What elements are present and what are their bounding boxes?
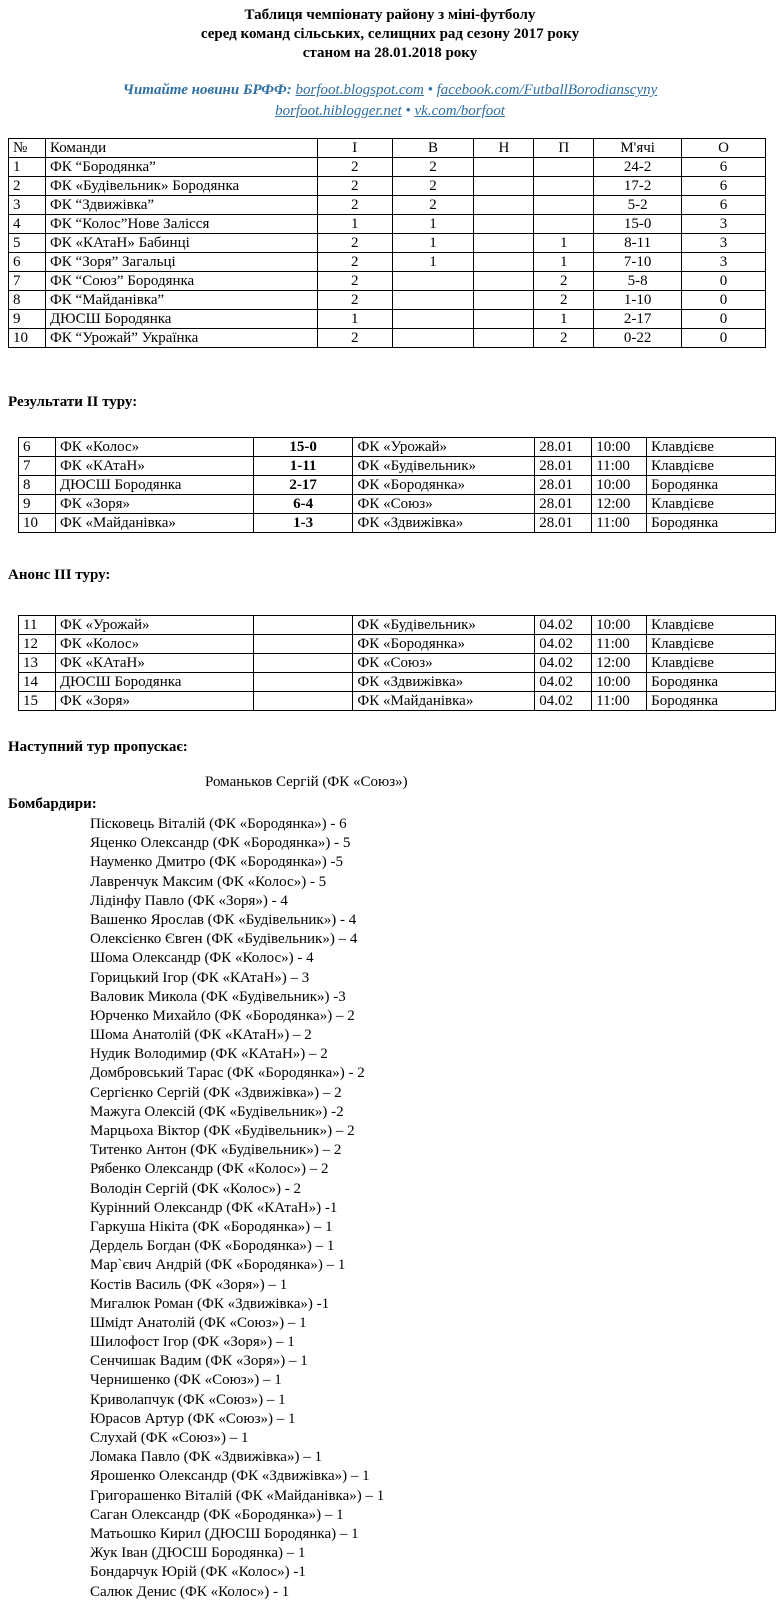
standings-row [9,215,766,234]
table-cell: 4 [9,215,46,234]
table-cell: 1 [392,215,474,234]
scorer-item: Криволапчук (ФК «Союз») – 1 [90,1391,286,1408]
table-cell: 1 [534,253,594,272]
scorer-item: Володін Сергій (ФК «Колос») - 2 [90,1180,302,1197]
news-label: Читайте новини БРФФ: [122,82,292,98]
table-cell: 28.01 [535,495,592,514]
table-cell: 10 [9,329,46,348]
table-cell: 2 [534,291,594,310]
table-cell: ФК “Майданівка” [45,291,317,310]
title-line-2: серед команд сільських, селищних рад сезону 2017 року [200,26,580,42]
scorer-item: Курінний Олександр (ФК «КАтаН») -1 [90,1199,338,1216]
table-cell [474,215,534,234]
scorer-item: Саган Олександр (ФК «Бородянка») – 1 [90,1506,344,1523]
table-cell: 2 [317,177,392,196]
scorer-item: Юрченко Михайло (ФК «Бородянка») – 2 [90,1007,355,1024]
table-cell: ФК «Союз» [353,495,535,514]
table-cell [534,215,594,234]
table-cell: Клавдієве [647,654,776,673]
scorer-item: Пісковець Віталій (ФК «Бородянка») - 6 [90,816,347,832]
table-cell: Бородянка [647,514,776,533]
table-cell: Клавдієве [647,457,776,476]
table-cell: ФК «КАтаН» [55,654,253,673]
table-cell [474,158,534,177]
result-row [19,457,776,476]
table-cell: 1 [392,234,474,253]
table-cell: 24-2 [594,158,682,177]
table-cell: 0 [682,329,766,348]
scorer-item: Олексієнко Євген (ФК «Будівельник») – 4 [90,931,358,948]
scorer-item: Костів Василь (ФК «Зоря») – 1 [90,1276,288,1293]
table-cell: 15-0 [594,215,682,234]
table-cell [392,329,474,348]
table-cell: 9 [9,310,46,329]
table-cell: 2 [534,329,594,348]
table-cell: 2 [392,177,474,196]
table-cell: Клавдієве [647,635,776,654]
table-cell [253,635,353,654]
table-cell: 10:00 [592,616,647,635]
table-cell: 2 [317,329,392,348]
scorer-item: Ярошенко Олександр (ФК «Здвижівка») – 1 [90,1468,370,1485]
scorer-item: Слухай (ФК «Союз») – 1 [90,1430,249,1446]
table-cell: 2 [317,234,392,253]
news-links [0,80,780,122]
table-cell: 0 [682,272,766,291]
table-cell: 10:00 [592,673,647,692]
table-cell: ДЮСШ Бородянка [45,310,317,329]
table-cell: 3 [682,253,766,272]
table-cell: 1 [317,215,392,234]
table-cell: ФК «Урожай» [353,438,535,457]
table-cell: 10:00 [592,438,647,457]
table-cell: ФК «Зоря» [55,692,253,711]
table-cell: 2 [534,272,594,291]
table-cell: Бородянка [647,673,776,692]
link-facebook[interactable]: facebook.com/FutballBorodianscyny [436,82,658,98]
table-cell: 0-22 [594,329,682,348]
table-cell: ФК “Урожай” Українка [45,329,317,348]
table-cell [534,177,594,196]
table-cell: 1 [317,310,392,329]
table-cell: 7 [9,272,46,291]
table-cell: 28.01 [535,514,592,533]
table-cell [534,158,594,177]
table-cell: 1 [534,310,594,329]
scorer-item: Салюк Денис (ФК «Колос») - 1 [90,1583,290,1600]
scorer-item: Лідінфу Павло (ФК «Зоря») - 4 [90,892,288,909]
table-cell: 1-10 [594,291,682,310]
table-cell: ФК «Будівельник» Бородянка [45,177,317,196]
next-round-player: Романьков Сергій (ФК «Союз») [205,774,408,790]
table-cell: Клавдієве [647,616,776,635]
table-cell: Клавдієве [647,438,776,457]
table-cell: 11 [19,616,56,635]
scorer-item: Шома Анатолій (ФК «КАтаН») – 2 [90,1027,312,1044]
table-cell: 11:00 [592,692,647,711]
scorer-item: Юрасов Артур (ФК «Союз») – 1 [90,1410,296,1427]
table-cell: 6 [682,177,766,196]
scorer-item: Шилофост Ігор (ФК «Зоря») – 1 [90,1334,295,1351]
results-table [18,437,776,533]
scorer-item: Бондарчук Юрій (ФК «Колос») -1 [90,1564,306,1581]
table-cell: ФК «Союз» [353,654,535,673]
title-line-1: Таблиця чемпіонату району з міні-футболу [244,7,536,23]
table-cell [253,692,353,711]
standings-row [9,177,766,196]
standings-row [9,291,766,310]
table-cell: Бородянка [647,692,776,711]
table-cell: 04.02 [535,635,592,654]
table-header-row [9,139,766,158]
fixture-row [19,692,776,711]
scorer-item: Чернишенко (ФК «Союз») – 1 [90,1372,282,1389]
table-cell: ФК «Майданівка» [55,514,253,533]
table-cell: 2 [317,158,392,177]
table-cell: 15 [19,692,56,711]
scorer-item: Нудик Володимир (ФК «КАтаН») – 2 [90,1046,328,1063]
table-cell: ДЮСШ Бородянка [55,673,253,692]
standings-row [9,158,766,177]
scorer-item: Науменко Дмитро (ФК «Бородянка») -5 [90,854,344,871]
table-cell: ФК «Будівельник» [353,616,535,635]
standings-table [8,138,766,348]
table-cell: 14 [19,673,56,692]
table-cell: 5 [9,234,46,253]
table-cell: ФК «Майданівка» [353,692,535,711]
table-cell: 12:00 [592,495,647,514]
table-cell: 1 [534,234,594,253]
table-cell: ФК “Зоря” Загальці [45,253,317,272]
standings-row [9,310,766,329]
result-row [19,476,776,495]
scorer-item: Мигалюк Роман (ФК «Здвижівка») -1 [90,1295,330,1312]
standings-row [9,253,766,272]
table-cell: Клавдієве [647,495,776,514]
table-cell [534,196,594,215]
table-cell: ФК “Союз” Бородянка [45,272,317,291]
table-cell: 8-11 [594,234,682,253]
standings-row [9,234,766,253]
table-cell: 7 [19,457,56,476]
table-cell: ФК «Колос» [55,438,253,457]
table-cell [474,291,534,310]
table-cell: ФК «Урожай» [55,616,253,635]
page-title [0,6,780,63]
table-cell: ФК “Колос”Нове Залісся [45,215,317,234]
table-cell: 7-10 [594,253,682,272]
table-cell: 0 [682,291,766,310]
table-cell: 10 [19,514,56,533]
scorer-item: Валовик Микола (ФК «Будівельник») -3 [90,988,346,1005]
table-cell [474,272,534,291]
result-row [19,514,776,533]
table-cell: ФК «Будівельник» [353,457,535,476]
scorer-item: Лавренчук Максим (ФК «Колос») - 5 [90,873,327,890]
standings-row [9,272,766,291]
table-cell: ФК «Зоря» [55,495,253,514]
table-cell: 2-17 [253,476,353,495]
table-cell: 8 [19,476,56,495]
scorer-item: Титенко Антон (ФК «Будівельник») – 2 [90,1142,342,1159]
table-cell: 1-3 [253,514,353,533]
scorer-item: Жук Іван (ДЮСШ Бородянка) – 1 [90,1545,306,1562]
table-cell: ФК «Здвижівка» [353,514,535,533]
scorer-item: Сенчишак Вадим (ФК «Зоря») – 1 [90,1353,308,1370]
column-header: № [9,139,46,158]
table-cell: 10:00 [592,476,647,495]
scorer-item: Шмідт Анатолій (ФК «Союз») – 1 [90,1314,307,1331]
table-cell: 6 [19,438,56,457]
scorers-heading: Бомбардири: [8,796,97,812]
scorer-item: Ломака Павло (ФК «Здвижівка») – 1 [90,1449,322,1466]
scorer-item: Дердель Богдан (ФК «Бородянка») – 1 [90,1238,335,1255]
scorer-item: Домбровський Тарас (ФК «Бородянка») - 2 [90,1065,365,1082]
scorer-item: Яценко Олександр (ФК «Бородянка») - 5 [90,835,351,852]
table-cell: 2 [392,196,474,215]
fixture-row [19,654,776,673]
table-cell: 28.01 [535,476,592,495]
scorer-item: Григорашенко Віталій (ФК «Майданівка») – 1 [90,1487,385,1504]
table-cell: 6 [682,158,766,177]
table-cell [253,654,353,673]
fixture-row [19,673,776,692]
table-cell: 2 [317,272,392,291]
scorer-item: Вашенко Ярослав (ФК «Будівельник») - 4 [90,911,357,928]
table-cell: 17-2 [594,177,682,196]
scorer-item: Сергієнко Сергій (ФК «Здвижівка») – 2 [90,1084,342,1101]
title-line-3: станом на 28.01.2018 року [302,45,478,61]
results-heading: Результати ІІ туру: [8,394,138,410]
next-round-heading: Наступний тур пропускає: [8,739,188,755]
table-cell: 11:00 [592,635,647,654]
standings-row [9,329,766,348]
table-cell: 12 [19,635,56,654]
table-cell: ДЮСШ Бородянка [55,476,253,495]
standings-row [9,196,766,215]
table-cell: 2 [392,158,474,177]
scorer-item: Мажуга Олексій (ФК «Будівельник») -2 [90,1103,344,1120]
table-cell: Бородянка [647,476,776,495]
link-vk[interactable]: vk.com/borfoot [414,103,505,119]
table-cell: 6-4 [253,495,353,514]
table-cell: 11:00 [592,457,647,476]
table-cell: ФК «Колос» [55,635,253,654]
result-row [19,438,776,457]
column-header: О [682,139,766,158]
result-row [19,495,776,514]
table-cell: 13 [19,654,56,673]
scorer-item: Мар`євич Андрій (ФК «Бородянка») – 1 [90,1257,346,1274]
table-cell: ФК «Бородянка» [353,476,535,495]
table-cell: 6 [9,253,46,272]
table-cell [474,310,534,329]
table-cell [474,329,534,348]
fixture-row [19,616,776,635]
scorer-item: Гаркуша Нікіта (ФК «Бородянка») – 1 [90,1218,333,1235]
table-cell: ФК «Здвижівка» [353,673,535,692]
table-cell: 8 [9,291,46,310]
scorer-item: Марцьоха Віктор (ФК «Будівельник») – 2 [90,1123,355,1139]
table-cell: 2 [9,177,46,196]
table-cell: 2 [317,291,392,310]
table-cell: 2 [317,253,392,272]
table-cell: ФК “Здвижівка” [45,196,317,215]
table-cell [392,272,474,291]
scorers-list [90,815,384,1602]
table-cell [474,253,534,272]
link-hiblogger[interactable]: borfoot.hiblogger.net [275,103,402,119]
table-cell: ФК «КАтаН» Бабинці [45,234,317,253]
link-blogspot[interactable]: borfoot.blogspot.com [295,82,424,98]
table-cell [474,177,534,196]
table-cell: 15-0 [253,438,353,457]
column-header: Н [474,139,534,158]
table-cell: 6 [682,196,766,215]
table-cell: ФК “Бородянка” [45,158,317,177]
table-cell: 3 [682,215,766,234]
table-cell: 04.02 [535,654,592,673]
table-cell: ФК «Бородянка» [353,635,535,654]
column-header: Команди [45,139,317,158]
table-cell: 12:00 [592,654,647,673]
table-cell [253,616,353,635]
column-header: В [392,139,474,158]
fixture-row [19,635,776,654]
table-cell: 0 [682,310,766,329]
table-cell: 2-17 [594,310,682,329]
link-separator: • [423,82,437,98]
table-cell [474,196,534,215]
column-header: І [317,139,392,158]
table-cell: 28.01 [535,438,592,457]
table-cell: 11:00 [592,514,647,533]
table-cell [253,673,353,692]
scorer-item: Горицький Ігор (ФК «КАтаН») – 3 [90,969,310,986]
scorer-item: Рябенко Олександр (ФК «Колос») – 2 [90,1161,329,1178]
table-cell: 9 [19,495,56,514]
table-cell: 1 [392,253,474,272]
table-cell [392,310,474,329]
table-cell: 5-2 [594,196,682,215]
table-cell: 3 [9,196,46,215]
preview-heading: Анонс ІІІ туру: [8,567,111,583]
column-header: П [534,139,594,158]
scorer-item: Матьошко Кирил (ДЮСШ Бородянка) – 1 [90,1525,359,1542]
table-cell: 04.02 [535,692,592,711]
link-separator: • [401,103,415,119]
table-cell: 1 [9,158,46,177]
preview-table [18,615,776,711]
table-cell: ФК «КАтаН» [55,457,253,476]
table-cell: 1-11 [253,457,353,476]
table-cell: 2 [317,196,392,215]
table-cell: 04.02 [535,673,592,692]
scorer-item: Шома Олександр (ФК «Колос») - 4 [90,950,314,967]
table-cell: 5-8 [594,272,682,291]
column-header: М'ячі [594,139,682,158]
table-cell [474,234,534,253]
table-cell [392,291,474,310]
table-cell: 04.02 [535,616,592,635]
table-cell: 28.01 [535,457,592,476]
table-cell: 3 [682,234,766,253]
